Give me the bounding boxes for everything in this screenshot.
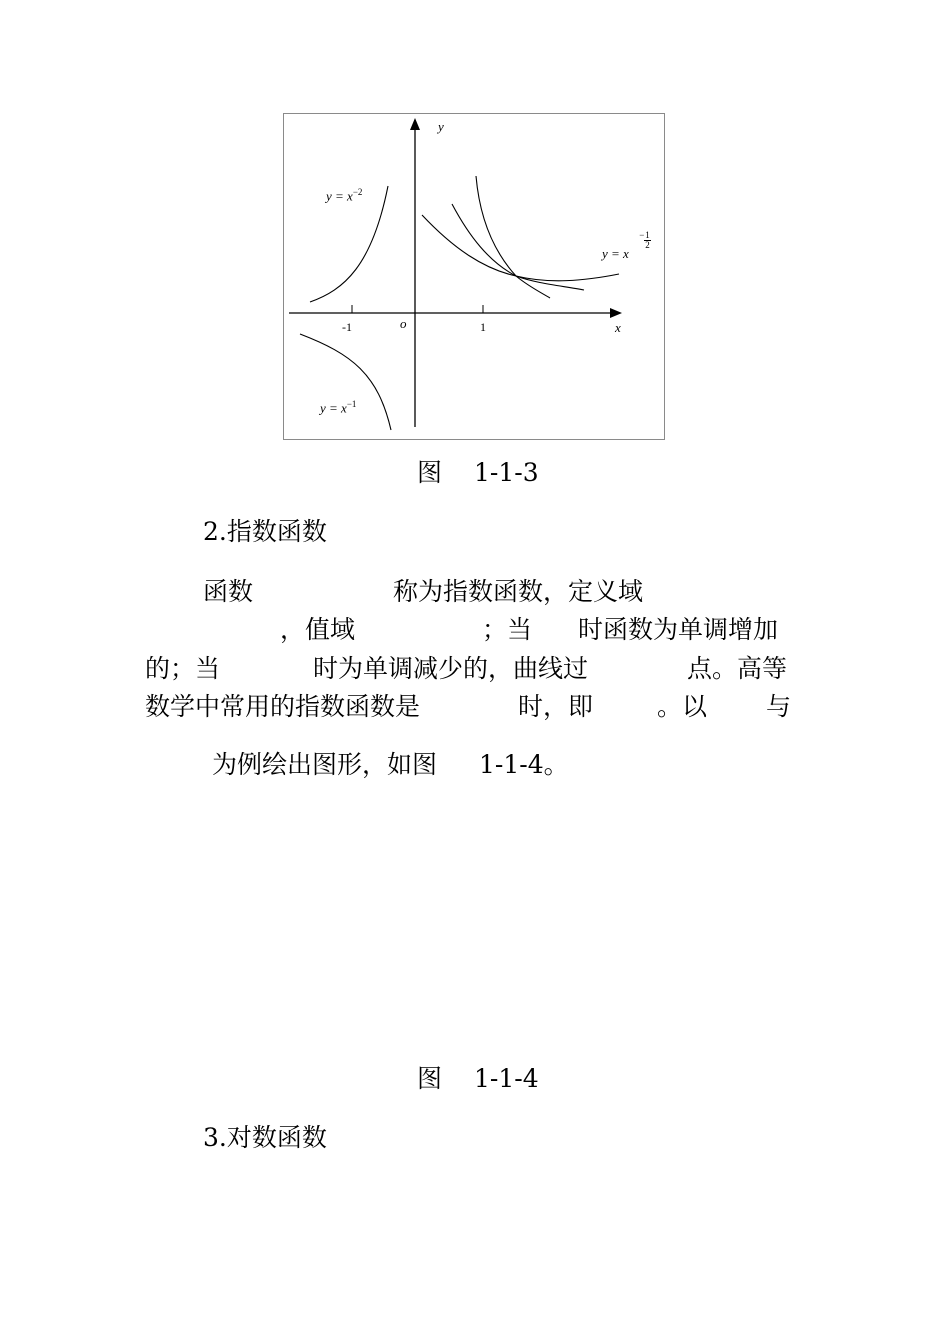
label-inverse-sqrt-base: y = x — [602, 246, 629, 261]
graph-svg — [284, 114, 666, 441]
power-function-graph — [283, 113, 665, 440]
paragraph-text: 称为指数函数，定义域 — [393, 577, 644, 606]
paragraph-text: 为例绘出图形，如图 — [212, 750, 438, 779]
paragraph-text: 与 — [766, 692, 792, 721]
label-inverse-base: y = x — [320, 400, 347, 416]
figure-caption-1-1-3-number: 1-1-3 — [474, 458, 539, 487]
figure-caption-1-1-4-prefix: 图 — [417, 1064, 443, 1093]
section-heading-exponential: 2.指数函数 — [203, 517, 327, 546]
tick-label-neg-one: -1 — [342, 320, 352, 334]
y-axis-arrow — [410, 118, 420, 130]
paragraph-text: 。以 — [657, 692, 708, 721]
paragraph-text: ；当 — [482, 615, 533, 644]
curve-inverse-sqrt-right — [422, 215, 619, 281]
x-axis-label: x — [615, 320, 621, 335]
paragraph-text: 点。高等 — [687, 654, 788, 683]
label-inverse-exp: −1 — [346, 399, 357, 409]
figure-caption-1-1-3-prefix: 图 — [417, 458, 443, 487]
paragraph-text: 时函数为单调增加 — [578, 615, 779, 644]
paragraph-text: 数学中常用的指数函数是 — [145, 692, 421, 721]
label-inverse-sqrt-exp-num: 1 — [645, 230, 650, 240]
label-inverse-square-exp: −2 — [352, 187, 363, 197]
label-inverse-sqrt-exp-den: 2 — [645, 240, 650, 250]
figure-caption-1-1-4-number: 1-1-4 — [474, 1064, 539, 1093]
label-inverse — [320, 399, 356, 416]
label-inverse-square-base: y = x — [326, 188, 353, 204]
paragraph-text: 时，即 — [518, 692, 594, 721]
tick-label-pos-one: 1 — [480, 320, 486, 334]
label-inverse-sqrt-exp: −1 2 — [639, 230, 650, 250]
section-heading-logarithmic: 3.对数函数 — [203, 1123, 327, 1152]
x-axis-arrow — [610, 308, 622, 318]
paragraph-text: 的；当 — [145, 654, 221, 683]
y-axis-label: y — [438, 119, 444, 134]
paragraph-text: 时为单调减少的，曲线过 — [313, 654, 589, 683]
origin-label: o — [400, 316, 407, 331]
paragraph-text: ，值域 — [280, 615, 356, 644]
label-inverse-sqrt — [602, 246, 629, 262]
paragraph-text: 1-1-4。 — [479, 750, 569, 779]
label-inverse-square — [326, 187, 362, 204]
paragraph-text: 函数 — [203, 577, 254, 606]
